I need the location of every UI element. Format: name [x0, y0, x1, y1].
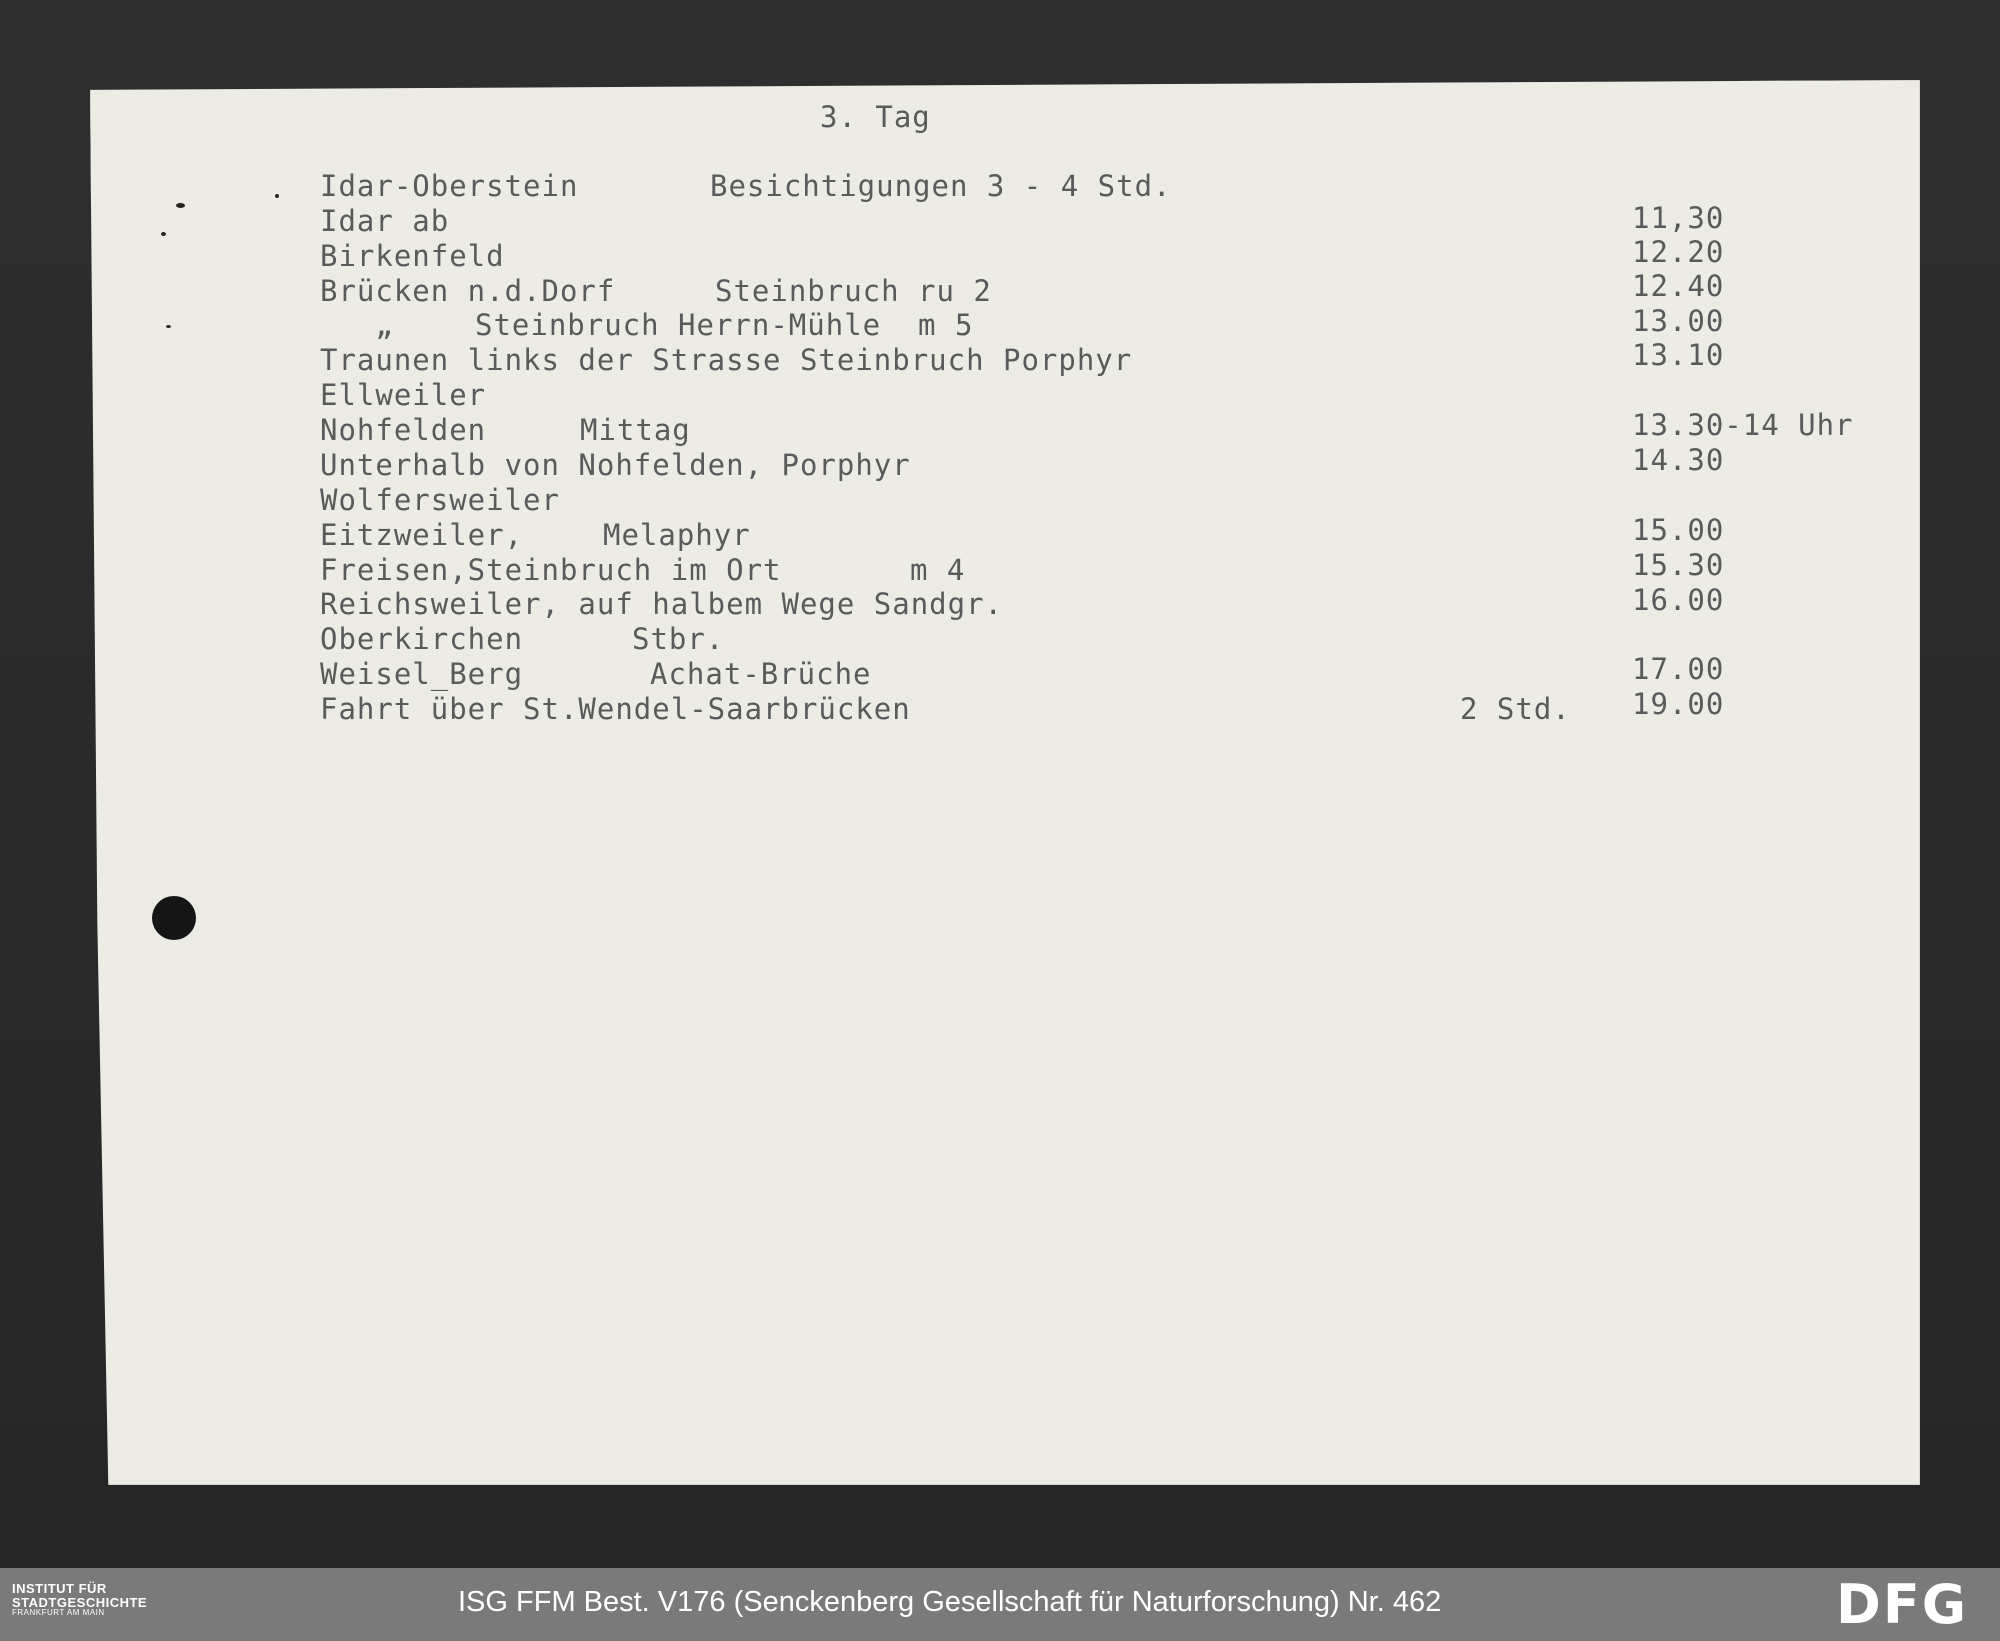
footer-bar — [0, 1568, 2000, 1641]
row-place: Reichsweiler, auf halbem Wege Sandgr. — [320, 587, 1004, 621]
dfg-logo: DFG — [1836, 1573, 1969, 1636]
row-time: 13.30-14 Uhr — [1632, 408, 1854, 442]
row-place: Eitzweiler, — [320, 518, 524, 552]
row-place: Nohfelden — [320, 413, 487, 447]
row-place: Brücken n.d.Dorf — [320, 274, 616, 308]
row-time: 19.00 — [1632, 687, 1725, 721]
row-place: „ — [320, 308, 394, 342]
row-time: 15.00 — [1632, 513, 1725, 547]
page-title: 3. Tag — [820, 100, 931, 134]
row-time: 13.00 — [1632, 304, 1725, 338]
row-place: Idar ab — [320, 204, 450, 238]
row-note: Steinbruch Herrn-Mühle m 5 — [475, 308, 974, 342]
row-note: Stbr. — [632, 622, 725, 656]
row-place: Wolfersweiler — [320, 483, 560, 517]
row-note: m 4 — [910, 553, 966, 587]
institute-logo-line3: FRANKFURT AM MAIN — [12, 1608, 105, 1618]
institute-logo-line2: STADTGESCHICHTE — [12, 1594, 148, 1610]
row-note: Achat-Brüche — [650, 657, 872, 691]
row-time: 14.30 — [1632, 443, 1725, 477]
punch-hole — [152, 896, 196, 940]
ink-speck — [176, 203, 185, 208]
row-place: Ellweiler — [320, 378, 487, 412]
institute-logo — [12, 1582, 147, 1618]
row-time: 13.10 — [1632, 338, 1725, 372]
row-time: 16.00 — [1632, 583, 1725, 617]
row-note: Steinbruch ru 2 — [715, 274, 992, 308]
row-time: 12.20 — [1632, 235, 1725, 269]
row-place: Traunen links der Strasse Steinbruch Porphyr — [320, 343, 1133, 377]
row-place: Oberkirchen — [320, 622, 524, 656]
row-place: Fahrt über St.Wendel-Saarbrücken — [320, 692, 911, 726]
institute-logo-line1: INSTITUT FÜR — [12, 1581, 107, 1596]
ink-speck — [275, 194, 279, 198]
row-place: Birkenfeld — [320, 239, 505, 273]
row-note: Mittag — [580, 413, 691, 447]
row-time: 11,30 — [1632, 201, 1725, 235]
row-duration: 2 Std. — [1460, 692, 1571, 726]
row-place: Weisel_Berg — [320, 657, 524, 691]
ink-speck — [166, 325, 171, 328]
row-time: 17.00 — [1632, 652, 1725, 686]
row-place: Unterhalb von Nohfelden, Porphyr — [320, 448, 911, 482]
row-time: 12.40 — [1632, 269, 1725, 303]
row-note: Besichtigungen 3 - 4 Std. — [710, 169, 1172, 203]
row-note: Melaphyr — [603, 518, 751, 552]
row-time: 15.30 — [1632, 548, 1725, 582]
row-place: Idar-Oberstein — [320, 169, 579, 203]
row-place: Freisen,Steinbruch im Ort — [320, 553, 782, 587]
archive-citation: ISG FFM Best. V176 (Senckenberg Gesellschaft für Naturforschung) Nr. 462 — [458, 1586, 1442, 1618]
ink-speck — [161, 232, 166, 236]
